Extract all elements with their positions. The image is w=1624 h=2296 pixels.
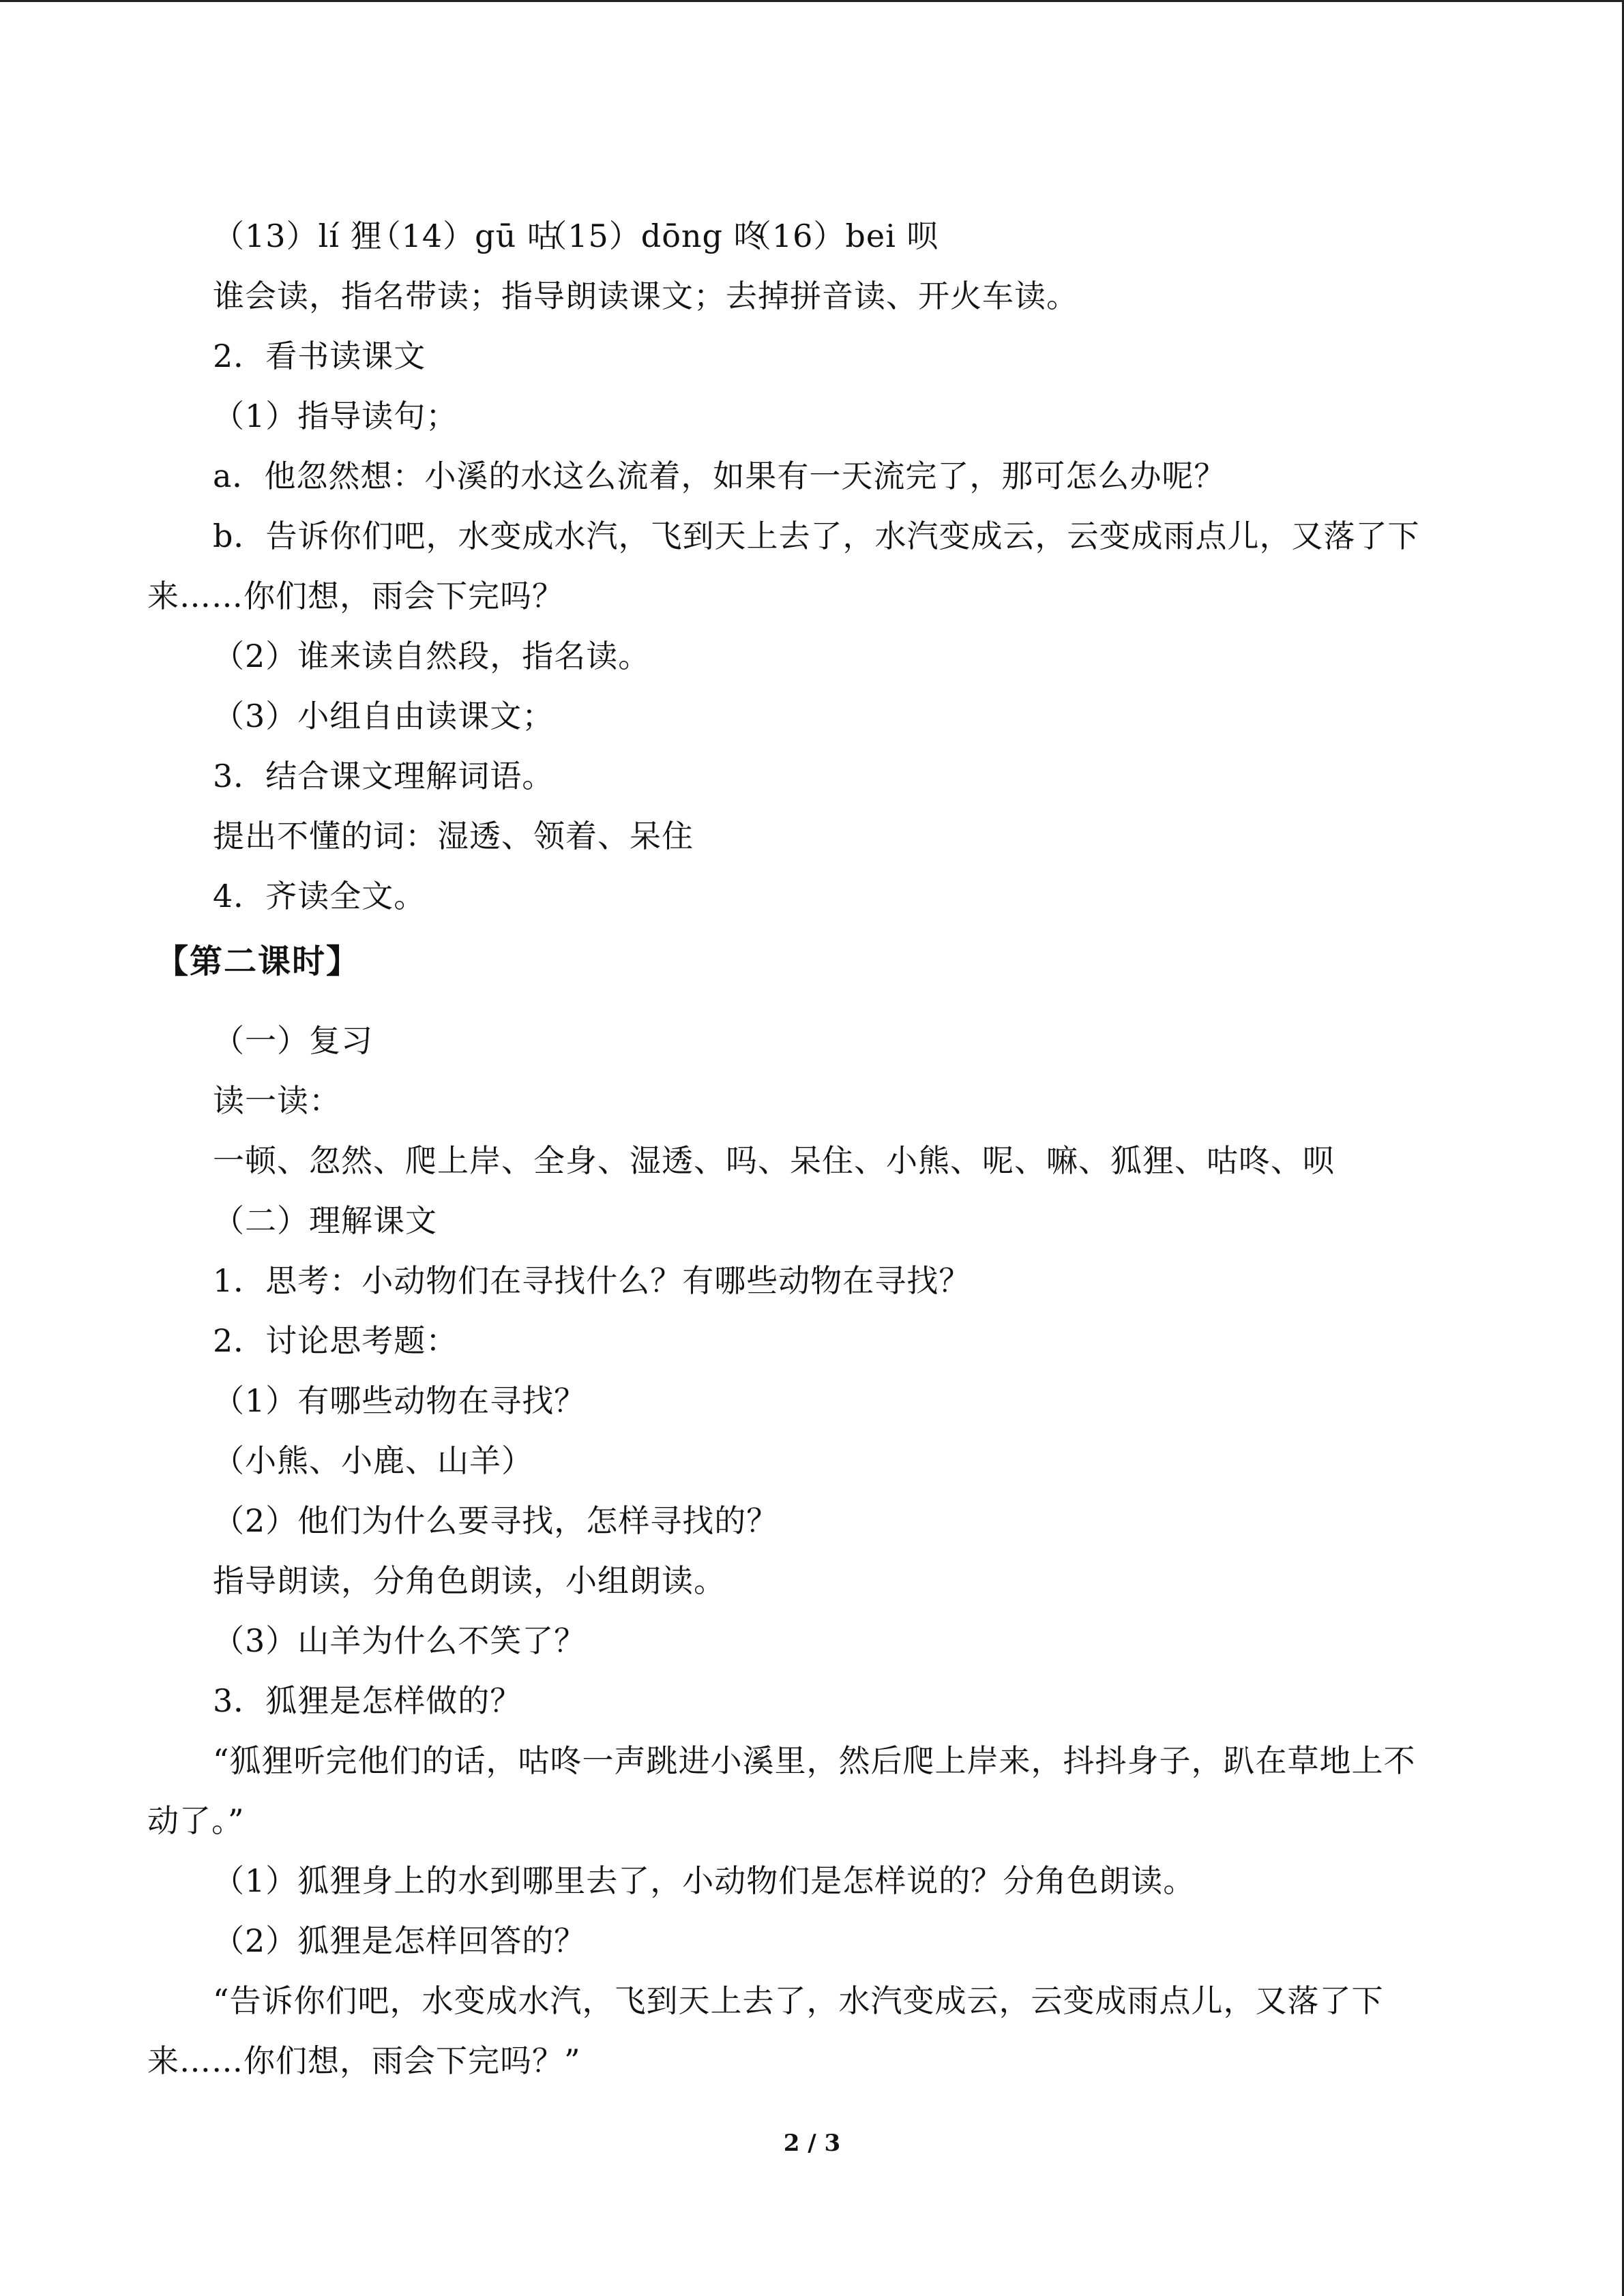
text-line: “狐狸听完他们的话，咕咚一声跳进小溪里，然后爬上岸来，抖抖身子，趴在草地上不 (213, 1742, 1416, 1779)
section-heading: 【第二课时】 (156, 942, 361, 981)
text-line: （二）理解课文 (213, 1202, 437, 1239)
text-line: （3）山羊为什么不笑了？ (213, 1622, 587, 1659)
text-line: 1．思考：小动物们在寻找什么？有哪些动物在寻找？ (213, 1262, 971, 1299)
pinyin-item: （16）bei 呗 (739, 218, 939, 254)
text-line: （2）狐狸是怎样回答的？ (213, 1922, 587, 1959)
text-line: 来……你们想，雨会下完吗？” (147, 2042, 581, 2079)
text-line: “告诉你们吧，水变成水汽，飞到天上去了，水汽变成云，云变成雨点儿，又落了下 (213, 1982, 1384, 2019)
text-line: （2）谁来读自然段，指名读。 (213, 638, 651, 674)
text-line: 读一读： (213, 1082, 341, 1119)
text-line: （1）狐狸身上的水到哪里去了，小动物们是怎样说的？分角色朗读。 (213, 1862, 1196, 1899)
text-line: 指导朗读，分角色朗读，小组朗读。 (213, 1562, 726, 1599)
pinyin-item: （13）lí 狸 (213, 218, 383, 254)
pinyin-item: （14）gū 咕 (369, 218, 559, 254)
text-line: b．告诉你们吧，水变成水汽，飞到天上去了，水汽变成云，云变成雨点儿，又落了下 (213, 518, 1420, 554)
text-line: 动了。” (147, 1802, 245, 1839)
text-line: （3）小组自由读课文； (213, 698, 555, 734)
page-number: 2 / 3 (783, 2130, 841, 2157)
text-line: 一顿、忽然、爬上岸、全身、湿透、吗、呆住、小熊、呢、嘛、狐狸、咕咚、呗 (213, 1142, 1335, 1179)
pinyin-row (213, 215, 939, 256)
text-line: （2）他们为什么要寻找，怎样寻找的？ (213, 1502, 779, 1539)
text-line: （一）复习 (213, 1022, 373, 1059)
text-line: a．他忽然想：小溪的水这么流着，如果有一天流完了，那可怎么办呢？ (213, 458, 1226, 494)
text-line: 2．讨论思考题： (213, 1322, 458, 1359)
text-line: 谁会读，指名带读；指导朗读课文；去掉拼音读、开火车读。 (213, 278, 1078, 314)
text-line: 4．齐读全文。 (213, 878, 426, 914)
text-line: 3．狐狸是怎样做的？ (213, 1682, 522, 1719)
text-line: （1）指导读句； (213, 398, 458, 434)
text-line: 提出不懂的词：湿透、领着、呆住 (213, 818, 694, 854)
text-line: （1）有哪些动物在寻找？ (213, 1382, 587, 1419)
text-line: （小熊、小鹿、山羊） (213, 1442, 533, 1479)
pinyin-item: （15）dōng 咚 (535, 218, 766, 254)
text-line: 3．结合课文理解词语。 (213, 758, 555, 794)
text-line: 2．看书读课文 (213, 338, 426, 374)
text-line: 来……你们想，雨会下完吗？ (147, 578, 564, 614)
